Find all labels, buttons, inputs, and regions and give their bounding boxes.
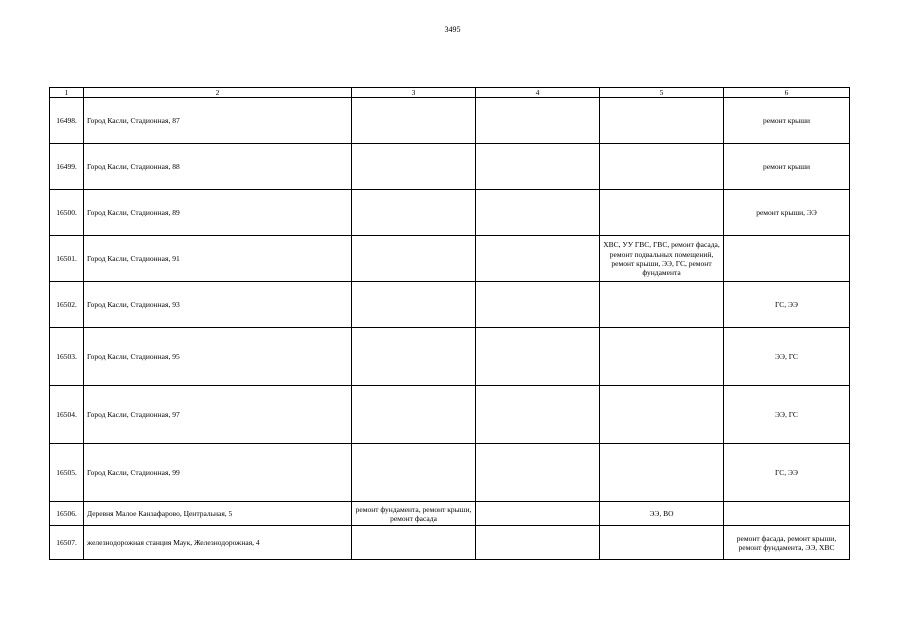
row-address: железнодорожная станция Маук, Железнодорожная, 4	[84, 526, 352, 560]
row-number: 16507.	[50, 526, 84, 560]
header-col-5: 5	[600, 88, 724, 98]
row-col4	[476, 328, 600, 386]
row-number: 16504.	[50, 386, 84, 444]
row-col5: ЭЭ, ВО	[600, 502, 724, 526]
row-col4	[476, 386, 600, 444]
row-number: 16498.	[50, 98, 84, 144]
row-col3	[352, 98, 476, 144]
row-col4	[476, 236, 600, 282]
row-col4	[476, 190, 600, 236]
table-row	[50, 190, 850, 236]
row-col3	[352, 526, 476, 560]
header-col-3: 3	[352, 88, 476, 98]
row-number: 16500.	[50, 190, 84, 236]
table-row	[50, 444, 850, 502]
row-col3	[352, 282, 476, 328]
row-address: Город Касли, Стадионная, 89	[84, 190, 352, 236]
row-col5	[600, 328, 724, 386]
row-col5	[600, 444, 724, 502]
header-col-6: 6	[724, 88, 850, 98]
row-col3	[352, 236, 476, 282]
row-col3	[352, 190, 476, 236]
header-row	[50, 88, 850, 98]
row-col6: ремонт крыши	[724, 98, 850, 144]
row-col6: ремонт крыши, ЭЭ	[724, 190, 850, 236]
table-row	[50, 282, 850, 328]
row-address: Город Касли, Стадионная, 87	[84, 98, 352, 144]
row-col4	[476, 444, 600, 502]
row-col5	[600, 144, 724, 190]
row-col5: ХВС, УУ ГВС, ГВС, ремонт фасада, ремонт подвальных помещений, ремонт крыши, ЭЭ, ГС, ремонт фундамента	[600, 236, 724, 282]
header-col-1: 1	[50, 88, 84, 98]
row-address: Город Касли, Стадионная, 88	[84, 144, 352, 190]
table-row	[50, 328, 850, 386]
row-col3	[352, 328, 476, 386]
row-col4	[476, 282, 600, 328]
row-number: 16499.	[50, 144, 84, 190]
row-col3	[352, 144, 476, 190]
header-col-4: 4	[476, 88, 600, 98]
table-row	[50, 386, 850, 444]
row-col4	[476, 526, 600, 560]
row-number: 16505.	[50, 444, 84, 502]
row-col6: ремонт крыши	[724, 144, 850, 190]
registry-table	[49, 87, 850, 560]
row-col5	[600, 190, 724, 236]
row-number: 16501.	[50, 236, 84, 282]
page-number: 3495	[444, 25, 461, 34]
row-col5	[600, 98, 724, 144]
row-col3	[352, 386, 476, 444]
row-address: Город Касли, Стадионная, 95	[84, 328, 352, 386]
row-address: Город Касли, Стадионная, 97	[84, 386, 352, 444]
row-col6: ГС, ЭЭ	[724, 282, 850, 328]
row-number: 16503.	[50, 328, 84, 386]
row-col5	[600, 386, 724, 444]
row-col4	[476, 98, 600, 144]
table-row	[50, 144, 850, 190]
row-address: Деревня Малое Канзафарово, Центральная, 5	[84, 502, 352, 526]
row-col5	[600, 282, 724, 328]
row-address: Город Касли, Стадионная, 93	[84, 282, 352, 328]
table-row	[50, 502, 850, 526]
row-col6	[724, 236, 850, 282]
table-row	[50, 98, 850, 144]
row-number: 16506.	[50, 502, 84, 526]
row-address: Город Касли, Стадионная, 99	[84, 444, 352, 502]
row-col4	[476, 144, 600, 190]
row-address: Город Касли, Стадионная, 91	[84, 236, 352, 282]
row-col5	[600, 526, 724, 560]
row-col6: ГС, ЭЭ	[724, 444, 850, 502]
row-col3: ремонт фундамента, ремонт крыши, ремонт фасада	[352, 502, 476, 526]
row-col4	[476, 502, 600, 526]
row-col6: ремонт фасада, ремонт крыши, ремонт фундамента, ЭЭ, ХВС	[724, 526, 850, 560]
row-number: 16502.	[50, 282, 84, 328]
header-col-2: 2	[84, 88, 352, 98]
row-col6: ЭЭ, ГС	[724, 328, 850, 386]
row-col6: ЭЭ, ГС	[724, 386, 850, 444]
table-row	[50, 526, 850, 560]
row-col3	[352, 444, 476, 502]
row-col6	[724, 502, 850, 526]
table-row	[50, 236, 850, 282]
